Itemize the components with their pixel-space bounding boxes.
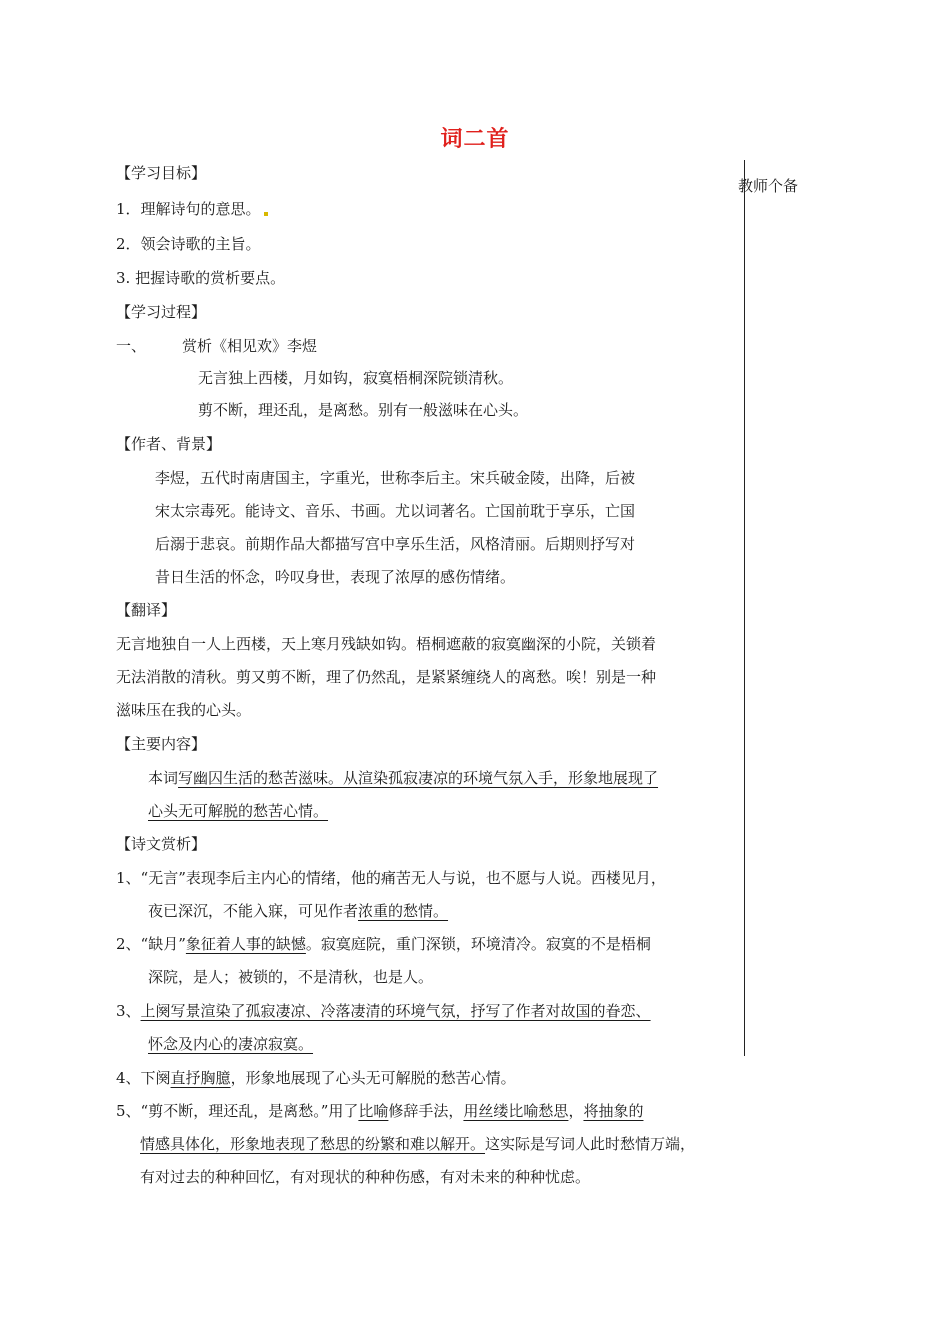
section-heading-appreciation: 【诗文赏析】: [116, 835, 207, 853]
main-text-underlined: 写幽囚生活的愁苦滋味。从渲染孤寂凄凉的环境气氛入手，形象地展现了: [178, 769, 659, 787]
author-paragraph-line: 昔日生活的怀念，吟叹身世，表现了浓厚的感伤情绪。: [155, 568, 516, 586]
goal-item: [116, 199, 268, 219]
translation-line: 无法消散的清秋。剪又剪不断，理了仍然乱，是紧紧缠绕人的离愁。唉！别是一种: [116, 668, 657, 686]
appreciation-text-underlined: 情感具体化，形象地表现了愁思的纷繁和难以解开。: [140, 1135, 486, 1153]
part-title: 赏析《相见欢》李煜: [182, 337, 318, 355]
author-paragraph-line: 后溺于悲哀。前期作品大都描写宫中享乐生活，风格清丽。后期则抒写对: [155, 535, 636, 553]
appreciation-text: 2、“缺月”: [116, 935, 186, 953]
appreciation-text-underlined: 用丝缕比喻愁思: [463, 1102, 569, 1120]
appreciation-text-underlined: 直抒胸臆: [170, 1069, 231, 1087]
appreciation-text-underlined: 比喻: [358, 1102, 389, 1120]
appreciation-line: [148, 901, 448, 921]
goal-text: 1．理解诗句的意思。: [116, 200, 261, 218]
author-paragraph-line: 李煜，五代时南唐国主，字重光，世称李后主。宋兵破金陵，出降，后被: [155, 469, 636, 487]
appreciation-line: [116, 1068, 516, 1088]
section-heading-translation: 【翻译】: [116, 601, 177, 619]
section-heading-main: 【主要内容】: [116, 735, 207, 753]
appreciation-text-underlined: 浓重的愁情。: [358, 902, 449, 920]
translation-line: 滋味压在我的心头。: [116, 701, 252, 719]
margin-divider: [744, 160, 745, 1056]
appreciation-text: 这实际是写词人此时愁情万端，: [485, 1135, 696, 1153]
edit-mark: [264, 212, 268, 216]
main-text-underlined: 心头无可解脱的愁苦心情。: [148, 802, 329, 820]
appreciation-text-underlined: 将抽象的: [583, 1102, 644, 1120]
appreciation-text-underlined: 怀念及内心的凄凉寂寞。: [148, 1035, 314, 1053]
main-content-line: [148, 768, 658, 788]
translation-line: 无言地独自一人上西楼，天上寒月残缺如钩。梧桐遮蔽的寂寞幽深的小院，关锁着: [116, 635, 657, 653]
author-paragraph-line: 宋太宗毒死。能诗文、音乐、书画。尤以词著名。亡国前耽于享乐，亡国: [155, 502, 636, 520]
appreciation-text: 5、“剪不断，理还乱，是离愁。”用了: [116, 1102, 359, 1120]
part-number: 一、: [116, 337, 147, 355]
poem-line: 剪不断，理还乱，是离愁。别有一般滋味在心头。: [198, 401, 529, 419]
main-text: 本词: [148, 769, 179, 787]
goal-item: 3. 把握诗歌的赏析要点。: [116, 269, 286, 287]
appreciation-line: [140, 1134, 695, 1154]
appreciation-text: 。寂寞庭院，重门深锁，环境清冷。寂寞的不是梧桐: [305, 935, 651, 953]
appreciation-line: [116, 1001, 651, 1021]
poem-line: 无言独上西楼，月如钩，寂寞梧桐深院锁清秋。: [198, 369, 514, 387]
appreciation-text: 修辞手法，: [388, 1102, 464, 1120]
section-heading-author: 【作者、背景】: [116, 435, 222, 453]
appreciation-text-underlined: 象征着人事的缺憾: [185, 935, 306, 953]
main-content-line: [148, 801, 328, 821]
section-heading-process: 【学习过程】: [116, 303, 207, 321]
appreciation-line: [116, 934, 651, 954]
teacher-note-label: 教师个备: [738, 177, 799, 195]
appreciation-text: ，形象地展现了心头无可解脱的愁苦心情。: [230, 1069, 516, 1087]
appreciation-line: [148, 1034, 313, 1054]
appreciation-text: 3、: [116, 1002, 141, 1020]
page-title: 词二首: [440, 127, 510, 152]
appreciation-text: ，: [568, 1102, 584, 1120]
appreciation-line: 1、“无言”表现李后主内心的情绪，他的痛苦无人与说，也不愿与人说。西楼见月，: [116, 869, 666, 887]
appreciation-text: 夜已深沉，不能入寐，可见作者: [148, 902, 359, 920]
appreciation-text-underlined: 上阕写景渲染了孤寂凄凉、冷落凄清的环境气氛，抒写了作者对故国的眷恋、: [140, 1002, 651, 1020]
section-heading-goals: 【学习目标】: [116, 164, 207, 182]
appreciation-line: 深院，是人；被锁的，不是清秋，也是人。: [148, 968, 434, 986]
appreciation-line: 有对过去的种种回忆，有对现状的种种伤感，有对未来的种种忧虑。: [140, 1168, 591, 1186]
appreciation-text: 4、下阕: [116, 1069, 171, 1087]
goal-item: 2．领会诗歌的主旨。: [116, 235, 261, 253]
appreciation-line: [116, 1101, 643, 1121]
